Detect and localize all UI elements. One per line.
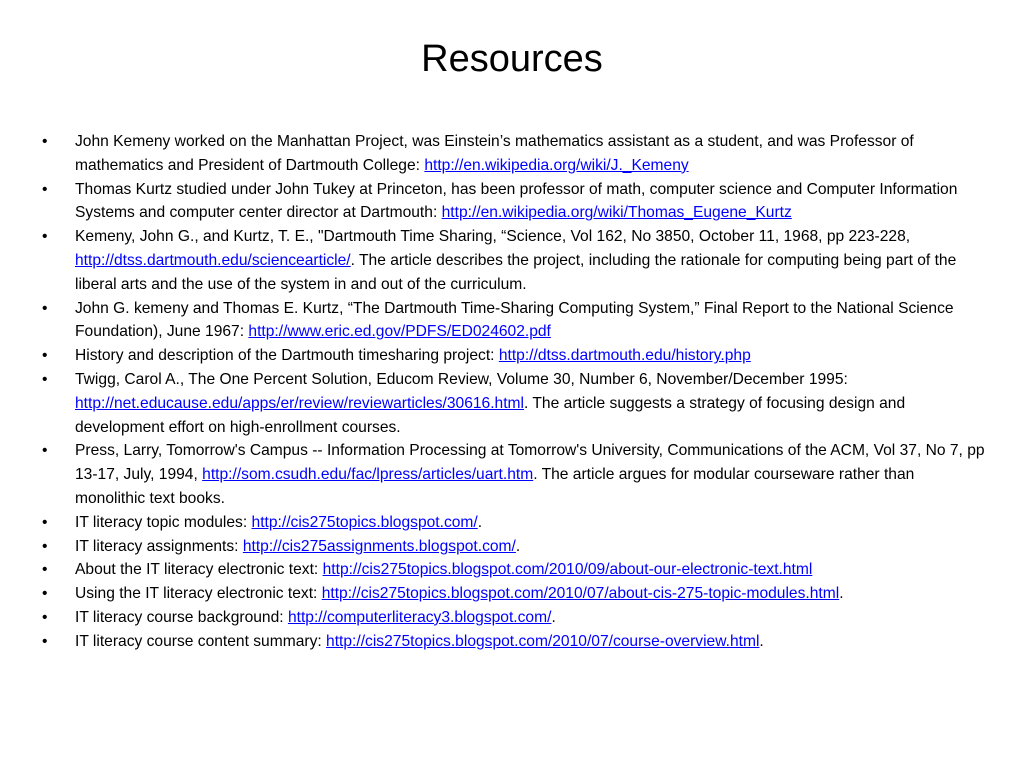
resource-link[interactable]: http://en.wikipedia.org/wiki/Thomas_Eugene_Kurtz — [441, 204, 792, 222]
bullet-icon: • — [42, 585, 48, 603]
item-text-after: . — [759, 632, 764, 650]
resource-link[interactable]: http://en.wikipedia.org/wiki/J._Kemeny — [424, 156, 689, 174]
resource-link[interactable]: http://cis275topics.blogspot.com/2010/07/course-overview.html — [326, 632, 760, 650]
list-item — [40, 297, 986, 345]
bullet-icon: • — [42, 370, 48, 388]
item-text-after: . — [477, 513, 483, 531]
item-text: Press, Larry, Tomorrow's Campus -- Information Processing at Tomorrow's University, Communications of the ACM, Vol 37, No 7, pp 13-17, July, 1994, — [75, 442, 985, 484]
bullet-icon: • — [42, 180, 48, 198]
item-text-after: . — [515, 537, 521, 555]
list-item — [40, 511, 986, 535]
resource-link[interactable]: http://cis275topics.blogspot.com/2010/09/about-our-electronic-text.html — [322, 561, 813, 579]
bullet-icon: • — [42, 608, 48, 626]
resource-link[interactable]: http://dtss.dartmouth.edu/history.php — [498, 347, 751, 365]
resource-link[interactable]: http://cis275assignments.blogspot.com/ — [242, 537, 516, 555]
item-text: Kemeny, John G., and Kurtz, T. E., "Dartmouth Time Sharing, “Science, Vol 162, No 3850, October 11, 1968, pp 223-228, — [75, 228, 911, 246]
resource-link[interactable]: http://computerliteracy3.blogspot.com/ — [287, 608, 552, 626]
item-text: History and description of the Dartmouth timesharing project: — [75, 347, 499, 365]
list-item — [40, 225, 986, 296]
list-item — [40, 130, 986, 178]
list-item — [40, 582, 986, 606]
bullet-icon: • — [42, 347, 48, 365]
item-text: IT literacy course content summary: — [75, 632, 327, 650]
bullet-icon: • — [42, 632, 48, 650]
item-text: John G. kemeny and Thomas E. Kurtz, “The Dartmouth Time-Sharing Computing System,” Final Report to the National Science Foundation), June 1967: — [75, 299, 954, 341]
slide-title: Resources — [421, 38, 603, 80]
item-text-after: . The article argues for modular courseware rather than monolithic text books. — [75, 466, 915, 507]
bullet-icon: • — [42, 561, 48, 579]
item-text: About the IT literacy electronic text: — [75, 561, 323, 579]
resource-link[interactable]: http://som.csudh.edu/fac/lpress/articles/uart.htm — [202, 466, 534, 484]
list-item — [40, 368, 986, 439]
resource-link[interactable]: http://cis275topics.blogspot.com/2010/07/about-cis-275-topic-modules.html — [321, 585, 840, 603]
item-text-after: . The article suggests a strategy of focusing design and development effort on high-enrollment courses. — [75, 394, 906, 436]
list-item — [40, 535, 986, 559]
item-text-after: . The article describes the project, including the rationale for computing being part of the liberal arts and the use of the system in and out of the curriculum. — [75, 251, 957, 293]
bullet-icon: • — [42, 133, 48, 150]
item-text-after: . — [551, 608, 556, 626]
list-item — [40, 344, 986, 368]
bullet-icon: • — [42, 513, 48, 531]
bullet-icon: • — [42, 228, 48, 246]
list-item — [40, 178, 986, 226]
list-item — [40, 558, 986, 582]
item-text: IT literacy topic modules: — [75, 513, 252, 531]
list-item — [40, 606, 986, 630]
item-text: Using the IT literacy electronic text: — [75, 585, 322, 603]
resource-link[interactable]: http://dtss.dartmouth.edu/sciencearticle/ — [75, 251, 351, 269]
item-text: John Kemeny worked on the Manhattan Project, was Einstein’s mathematics assistant as a student, and was Professor of mathematics and President of Dartmouth College: — [75, 133, 914, 174]
bullet-icon: • — [42, 299, 48, 317]
bullet-icon: • — [42, 442, 48, 460]
item-text: Thomas Kurtz studied under John Tukey at Princeton, has been professor of math, computer science and Computer Information Systems and computer center director at Dartmouth: — [75, 180, 958, 222]
list-item — [40, 630, 986, 654]
item-text: IT literacy course background: — [75, 608, 288, 626]
resource-list — [40, 130, 986, 654]
item-text-after: . — [839, 585, 844, 603]
bullet-icon: • — [42, 537, 48, 555]
resource-link[interactable]: http://cis275topics.blogspot.com/ — [251, 513, 478, 531]
item-text: IT literacy assignments: — [75, 537, 243, 555]
list-item — [40, 439, 986, 510]
resource-link[interactable]: http://www.eric.ed.gov/PDFS/ED024602.pdf — [248, 323, 551, 341]
resource-link[interactable]: http://net.educause.edu/apps/er/review/reviewarticles/30616.html — [75, 394, 525, 412]
item-text: Twigg, Carol A., The One Percent Solution, Educom Review, Volume 30, Number 6, November/December 1995: — [75, 370, 848, 388]
